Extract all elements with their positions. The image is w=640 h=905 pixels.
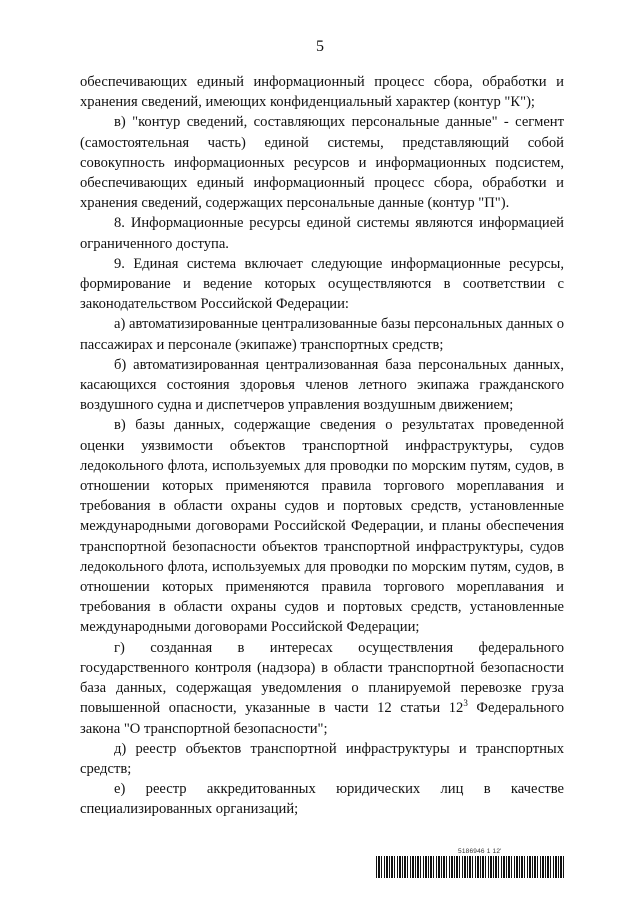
document-body bbox=[80, 72, 564, 820]
paragraph-item-8: 8. Информационные ресурсы единой системы являются информацией ограниченного доступа. bbox=[80, 215, 564, 252]
paragraph-item-9: 9. Единая система включает следующие информационные ресурсы, формирование и ведение которых осуществляются в соответствии с законодательством Российской Федерации: bbox=[80, 255, 564, 313]
paragraph-item-9g-tail: Федерального закона "О транспортной безопасности"; bbox=[80, 700, 565, 737]
paragraph-contour-k-end: обеспечивающих единый информационный процесс сбора, обработки и хранения сведений, имеющих конфиденциальный характер (контур "К"); bbox=[80, 74, 564, 111]
paragraph-item-9e: е) реестр аккредитованных юридических лиц в качестве специализированных организаций; bbox=[80, 781, 564, 818]
paragraph-item-9a: а) автоматизированные централизованные базы персональных данных о пассажирах и персонале (экипаже) транспортных средств; bbox=[80, 316, 564, 353]
page-number: 5 bbox=[316, 38, 324, 55]
paragraph-item-9g bbox=[80, 638, 564, 739]
paragraph-item-9v: в) базы данных, содержащие сведения о результатах проведенной оценки уязвимости объектов транспортной инфраструктуры, судов ледокольного флота, используемых для проводки по морским путям, судов, в отношении которых применяются правила торгового мореплавания и требования в области охраны судов и портовых средств, установленные международными договорами Российской Федерации, и планы обеспечения транспортной безопасности объектов транспортной инфраструктуры, судов ледокольного флота, используемых для проводки по морским путям, судов, в отношении которых применяются правила торгового мореплавания и требования в области охраны судов и портовых средств, установленные международными договорами Российской Федерации; bbox=[80, 417, 564, 636]
barcode-image bbox=[376, 856, 564, 878]
superscript-article-number: 3 bbox=[463, 698, 468, 709]
paragraph-contour-p: в) "контур сведений, составляющих персональные данные" - сегмент (самостоятельная часть) единой системы, представляющий собой совокупность информационных ресурсов и информационных подсистем, обеспечивающих единый информационный процесс сбора, обработки и хранения сведений, содержащих персональные данные (контур "П"). bbox=[80, 114, 564, 212]
paragraph-item-9b: б) автоматизированная централизованная база персональных данных, касающихся состояния здоровья членов летного экипажа гражданского воздушного судна и диспетчеров управления воздушным движением; bbox=[80, 356, 564, 414]
document-code: 5186946 1 12' bbox=[458, 848, 502, 855]
paragraph-item-9g-text: г) созданная в интересах осуществления федерального государственного контроля (надзора) в области транспортной безопасности база данных, содержащая уведомления о планируемой перевозке груза повышенной опасности, указанные в части 12 статьи 12 bbox=[80, 639, 564, 717]
paragraph-item-9d: д) реестр объектов транспортной инфраструктуры и транспортных средств; bbox=[80, 740, 564, 777]
